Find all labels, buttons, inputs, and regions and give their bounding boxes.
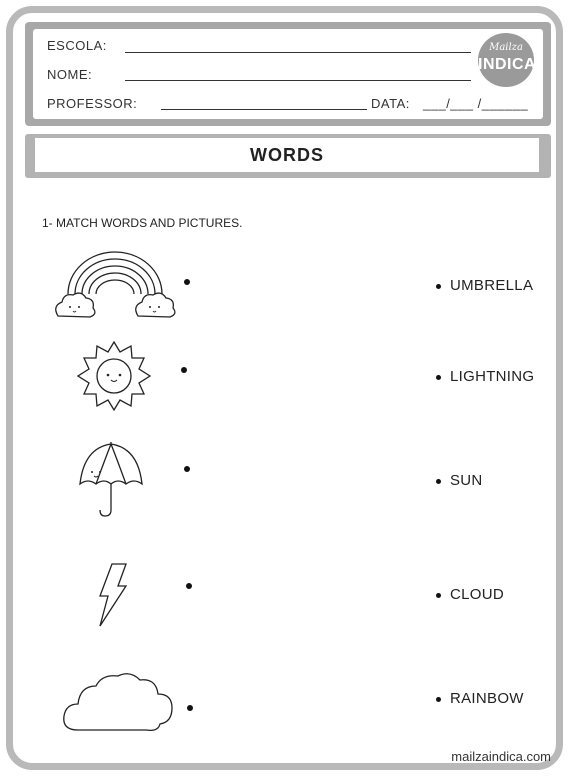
school-line[interactable] (125, 52, 471, 53)
word-dot-3[interactable] (436, 479, 441, 484)
sun-icon (76, 340, 152, 412)
picture-dot-1[interactable] (184, 279, 190, 285)
picture-dot-5[interactable] (187, 705, 193, 711)
date-blanks[interactable]: ___/___ /______ (423, 96, 529, 111)
word-dot-5[interactable] (436, 697, 441, 702)
teacher-line[interactable] (161, 109, 367, 110)
word-item-2[interactable]: LIGHTNING (436, 368, 534, 385)
date-label: DATA: (371, 96, 410, 111)
word-dot-2[interactable] (436, 375, 441, 380)
umbrella-icon (76, 440, 146, 520)
school-label: ESCOLA: (47, 38, 107, 53)
footer-site: mailzaindica.com (451, 749, 551, 764)
picture-dot-4[interactable] (186, 583, 192, 589)
rainbow-icon (50, 248, 180, 322)
lightning-icon (94, 562, 130, 628)
word-item-4[interactable]: CLOUD (436, 586, 504, 603)
name-label: NOME: (47, 67, 93, 82)
header-box (25, 22, 551, 126)
header-form (33, 29, 543, 119)
title-bar (25, 134, 551, 178)
word-dot-1[interactable] (436, 284, 441, 289)
teacher-label: PROFESSOR: (47, 96, 138, 111)
brand-logo: Mailza INDICA (478, 33, 534, 87)
instruction-text: 1- MATCH WORDS AND PICTURES. (42, 216, 243, 230)
word-item-3[interactable]: SUN (436, 472, 483, 489)
word-item-5[interactable]: RAINBOW (436, 690, 524, 707)
picture-dot-2[interactable] (181, 367, 187, 373)
page-title: WORDS (35, 138, 539, 172)
picture-dot-3[interactable] (184, 466, 190, 472)
word-dot-4[interactable] (436, 593, 441, 598)
cloud-icon (60, 664, 180, 736)
name-line[interactable] (125, 80, 471, 81)
word-item-1[interactable]: UMBRELLA (436, 277, 533, 294)
